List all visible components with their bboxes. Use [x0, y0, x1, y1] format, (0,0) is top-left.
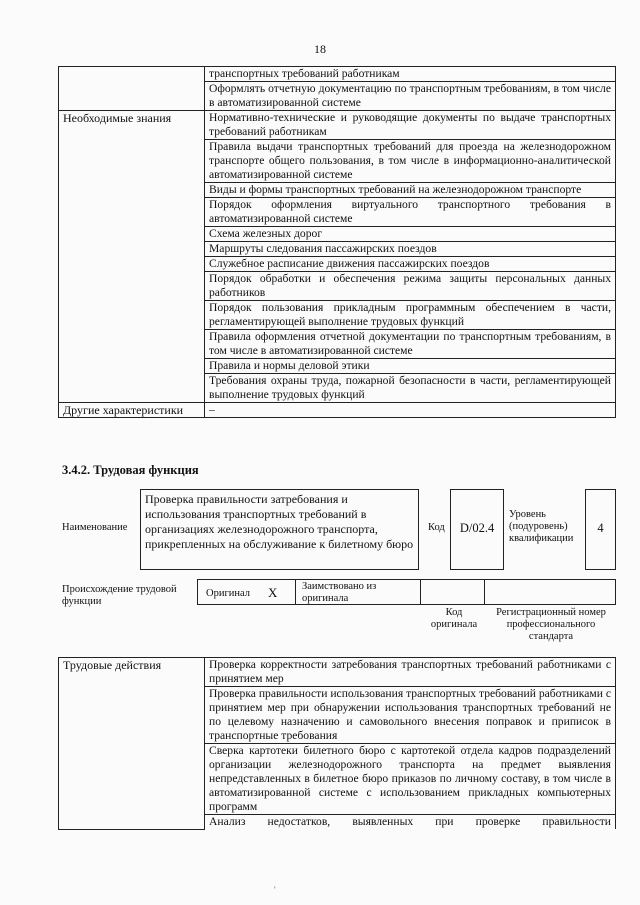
origin-label: Происхождение трудовой функции — [62, 584, 177, 607]
reg-caption: Регистрационный номер профессионального стандарта — [496, 607, 606, 642]
divider — [295, 580, 296, 604]
code-box: D/02.4 — [450, 489, 504, 570]
table-cell: Оформлять отчетную документацию по транспортным требованиям, в том числе в автоматизированной системе — [205, 82, 616, 111]
table-cell: – — [205, 403, 616, 418]
table-row — [59, 658, 616, 687]
row-label-actions: Трудовые действия — [59, 658, 205, 830]
divider — [420, 580, 421, 604]
origin-row — [197, 579, 616, 605]
table-cell: Требования охраны труда, пожарной безопасности в части, регламентирующей выполнение трудовых функций — [205, 374, 616, 403]
table-cell: транспортных требований работникам — [205, 67, 616, 82]
borrowed-label: Заимствовано из оригинала — [302, 581, 377, 604]
table-row — [59, 67, 616, 82]
table-cell: Порядок оформления виртуального транспортного требования в автоматизированной системе — [205, 198, 616, 227]
table-row — [59, 111, 616, 140]
level-box: 4 — [585, 489, 616, 570]
row-label-knowledge: Необходимые знания — [59, 111, 205, 403]
table-cell: Служебное расписание движения пассажирских поездов — [205, 257, 616, 272]
code-caption: Код оригинала — [430, 607, 478, 630]
table-cell: Порядок обработки и обеспечения режима защиты персональных данных работников — [205, 272, 616, 301]
level-label: Уровень (подуровень) квалификации — [509, 509, 574, 544]
code-label: Код — [428, 522, 445, 533]
table-cell: Правила и нормы деловой этики — [205, 359, 616, 374]
page-number: 18 — [314, 42, 326, 56]
table-cell: Проверка корректности затребования транспортных требований работниками с принятием мер — [205, 658, 616, 687]
table-cell: Анализ недостатков, выявленных при проверке правильности — [205, 815, 616, 830]
divider — [484, 580, 485, 604]
original-mark: X — [268, 585, 278, 600]
requirements-table — [58, 66, 616, 418]
table-cell: Виды и формы транспортных требований на железнодорожном транспорте — [205, 183, 616, 198]
original-label: Оригинал — [206, 588, 250, 599]
row-label — [59, 67, 205, 111]
table-cell: Маршруты следования пассажирских поездов — [205, 242, 616, 257]
table-cell: Нормативно-технические и руководящие документы по выдаче транспортных требований работникам — [205, 111, 616, 140]
row-label-other: Другие характеристики — [59, 403, 205, 418]
section-heading: 3.4.2. Трудовая функция — [62, 463, 199, 477]
table-cell: Правила выдачи транспортных требований для проезда на железнодорожном транспорте общего пользования, в том числе в информационно-аналитической автоматизированной системе — [205, 140, 616, 183]
table-cell: Проверка правильности использования транспортных требований работниками с принятием мер при обнаружении использования транспортных требований не по целевому назначению и самовольного внесения поправок и приписок в транспортные требования — [205, 687, 616, 744]
function-name-box: Проверка правильности затребования и использования транспортных требований в организациях железнодорожного транспорта, прикрепленных на обслуживание к билетному бюро — [140, 489, 419, 570]
table-cell: Правила оформления отчетной документации по транспортным требованиям, в том числе в автоматизированной системе — [205, 330, 616, 359]
table-cell: Сверка картотеки билетного бюро с картотекой отдела кадров подразделений организации железнодорожного транспорта на предмет выявления непредставленных в билетное бюро приказов по личному составу, в том числе в автоматизированной системе с использованием прикладных компьютерных программ — [205, 744, 616, 815]
table-cell: Схема железных дорог — [205, 227, 616, 242]
table-row — [59, 403, 616, 418]
actions-table — [58, 657, 616, 830]
name-label: Наименование — [62, 522, 128, 533]
table-cell: Порядок пользования прикладным программным обеспечением в части, регламентирующей выполнение трудовых функций — [205, 301, 616, 330]
scan-mark: ' — [274, 885, 276, 895]
